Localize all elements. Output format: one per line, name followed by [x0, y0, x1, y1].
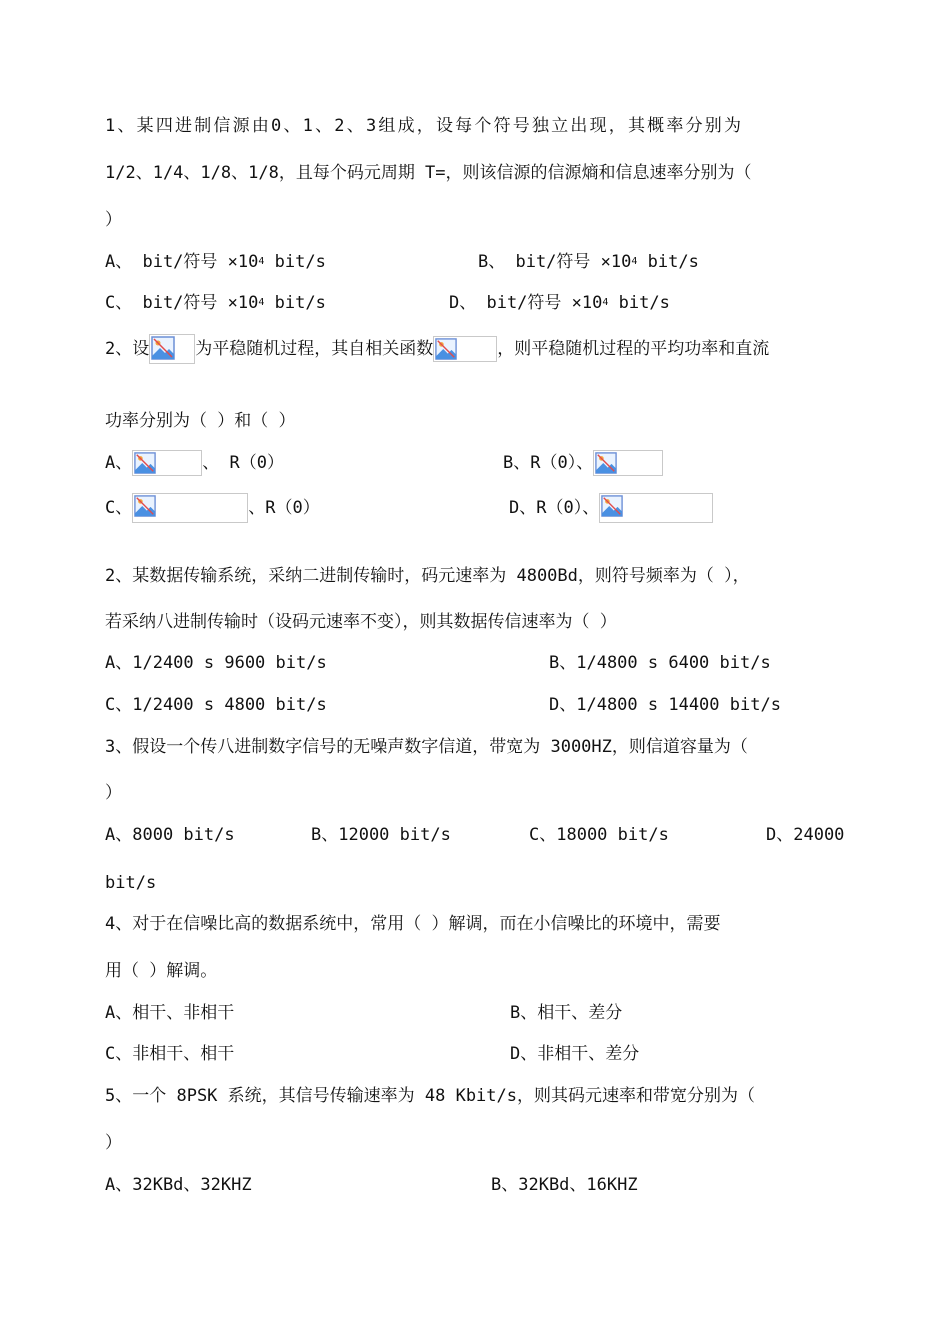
q2a-line1-post: ，则平稳随机过程的平均功率和直流 — [497, 339, 770, 359]
q4-line1: 4、对于在信噪比高的数据系统中，常用（ ）解调，而在小信噪比的环境中，需要 — [105, 914, 721, 934]
q2b-option-a: A、1/2400 s 9600 bit/s — [105, 653, 327, 673]
exponent: 4 — [602, 297, 609, 308]
broken-image-icon — [593, 450, 663, 476]
q2a-option-c-pre: C、 — [105, 498, 133, 518]
q1-option-a-text: A、 bit/符号 ×10 — [105, 252, 259, 272]
unit-text: bit/s — [608, 293, 670, 313]
q2a-option-a-post: 、 R（0） — [202, 453, 284, 473]
q5-line2: ） — [105, 1133, 122, 1153]
q1-option-d-text: D、 bit/符号 ×10 — [449, 293, 603, 313]
q2b-line1: 2、某数据传输系统，采纳二进制传输时，码元速率为 4800Bd，则符号频率为（ ）， — [105, 566, 750, 586]
q3-line2: ） — [105, 783, 122, 803]
unit-text: bit/s — [264, 293, 326, 313]
unit-text: bit/s — [637, 252, 699, 272]
q1-option-c-text: C、 bit/符号 ×10 — [105, 293, 259, 313]
q3-option-a: A、8000 bit/s — [105, 825, 235, 845]
q2a-option-d-pre: D、R（0）、 — [509, 498, 600, 518]
q2a-option-c-post: 、R（0） — [248, 498, 320, 518]
broken-image-icon — [132, 450, 202, 476]
q2a-line1-pre: 2、设 — [105, 339, 150, 359]
q2a-line2: 功率分别为（ ）和（ ） — [105, 411, 296, 431]
q3-option-d: D、24000 — [766, 825, 845, 845]
q1-line3: ） — [105, 210, 122, 230]
q2a-option-b — [503, 450, 663, 476]
q3-line1: 3、假设一个传八进制数字信号的无噪声数字信道，带宽为 3000HZ，则信道容量为（ — [105, 737, 748, 757]
q2b-line2: 若采纳八进制传输时（设码元速率不变），则其数据传信速率为（ ） — [105, 612, 617, 632]
q5-option-b: B、32KBd、16KHZ — [491, 1175, 638, 1195]
broken-image-icon — [599, 493, 713, 523]
q2a-option-d — [509, 493, 713, 523]
q3-option-c: C、18000 bit/s — [529, 825, 669, 845]
q2b-option-b: B、1/4800 s 6400 bit/s — [549, 653, 771, 673]
broken-image-icon — [433, 336, 497, 362]
exponent: 4 — [258, 256, 265, 267]
q1-option-b — [478, 251, 699, 276]
q4-option-a: A、相干、非相干 — [105, 1003, 235, 1023]
q4-option-d: D、非相干、差分 — [510, 1044, 640, 1064]
q2b-option-c: C、1/2400 s 4800 bit/s — [105, 695, 327, 715]
q2a-option-a-pre: A、 — [105, 453, 133, 473]
q2a-line1 — [105, 334, 769, 364]
q3-option-d-continued: bit/s — [105, 873, 157, 893]
q1-line1: 1、某四进制信源由0、1、2、3组成，设每个符号独立出现，其概率分别为 — [105, 116, 744, 136]
unit-text: bit/s — [264, 252, 326, 272]
q2a-option-b-pre: B、R（0）、 — [503, 453, 594, 473]
q1-option-d — [449, 292, 670, 317]
q1-option-b-text: B、 bit/符号 ×10 — [478, 252, 632, 272]
q1-line2: 1/2、1/4、1/8、1/8，且每个码元周期 T=，则该信源的信源熵和信息速率分别为（ — [105, 163, 752, 183]
q4-option-c: C、非相干、相干 — [105, 1044, 235, 1064]
q4-option-b: B、相干、差分 — [510, 1003, 623, 1023]
q2a-option-a — [105, 450, 284, 476]
q1-option-c — [105, 292, 326, 317]
exponent: 4 — [631, 256, 638, 267]
q5-line1: 5、一个 8PSK 系统，其信号传输速率为 48 Kbit/s，则其码元速率和带宽分别为（ — [105, 1086, 755, 1106]
exponent: 4 — [258, 297, 265, 308]
q1-option-a — [105, 251, 326, 276]
q2a-line1-mid: 为平稳随机过程，其自相关函数 — [195, 339, 434, 359]
broken-image-icon — [149, 334, 195, 364]
broken-image-icon — [132, 493, 248, 523]
q2b-option-d: D、1/4800 s 14400 bit/s — [549, 695, 781, 715]
q4-line2: 用（ ）解调。 — [105, 961, 218, 981]
q2a-option-c — [105, 493, 320, 523]
q3-option-b: B、12000 bit/s — [311, 825, 451, 845]
q5-option-a: A、32KBd、32KHZ — [105, 1175, 252, 1195]
